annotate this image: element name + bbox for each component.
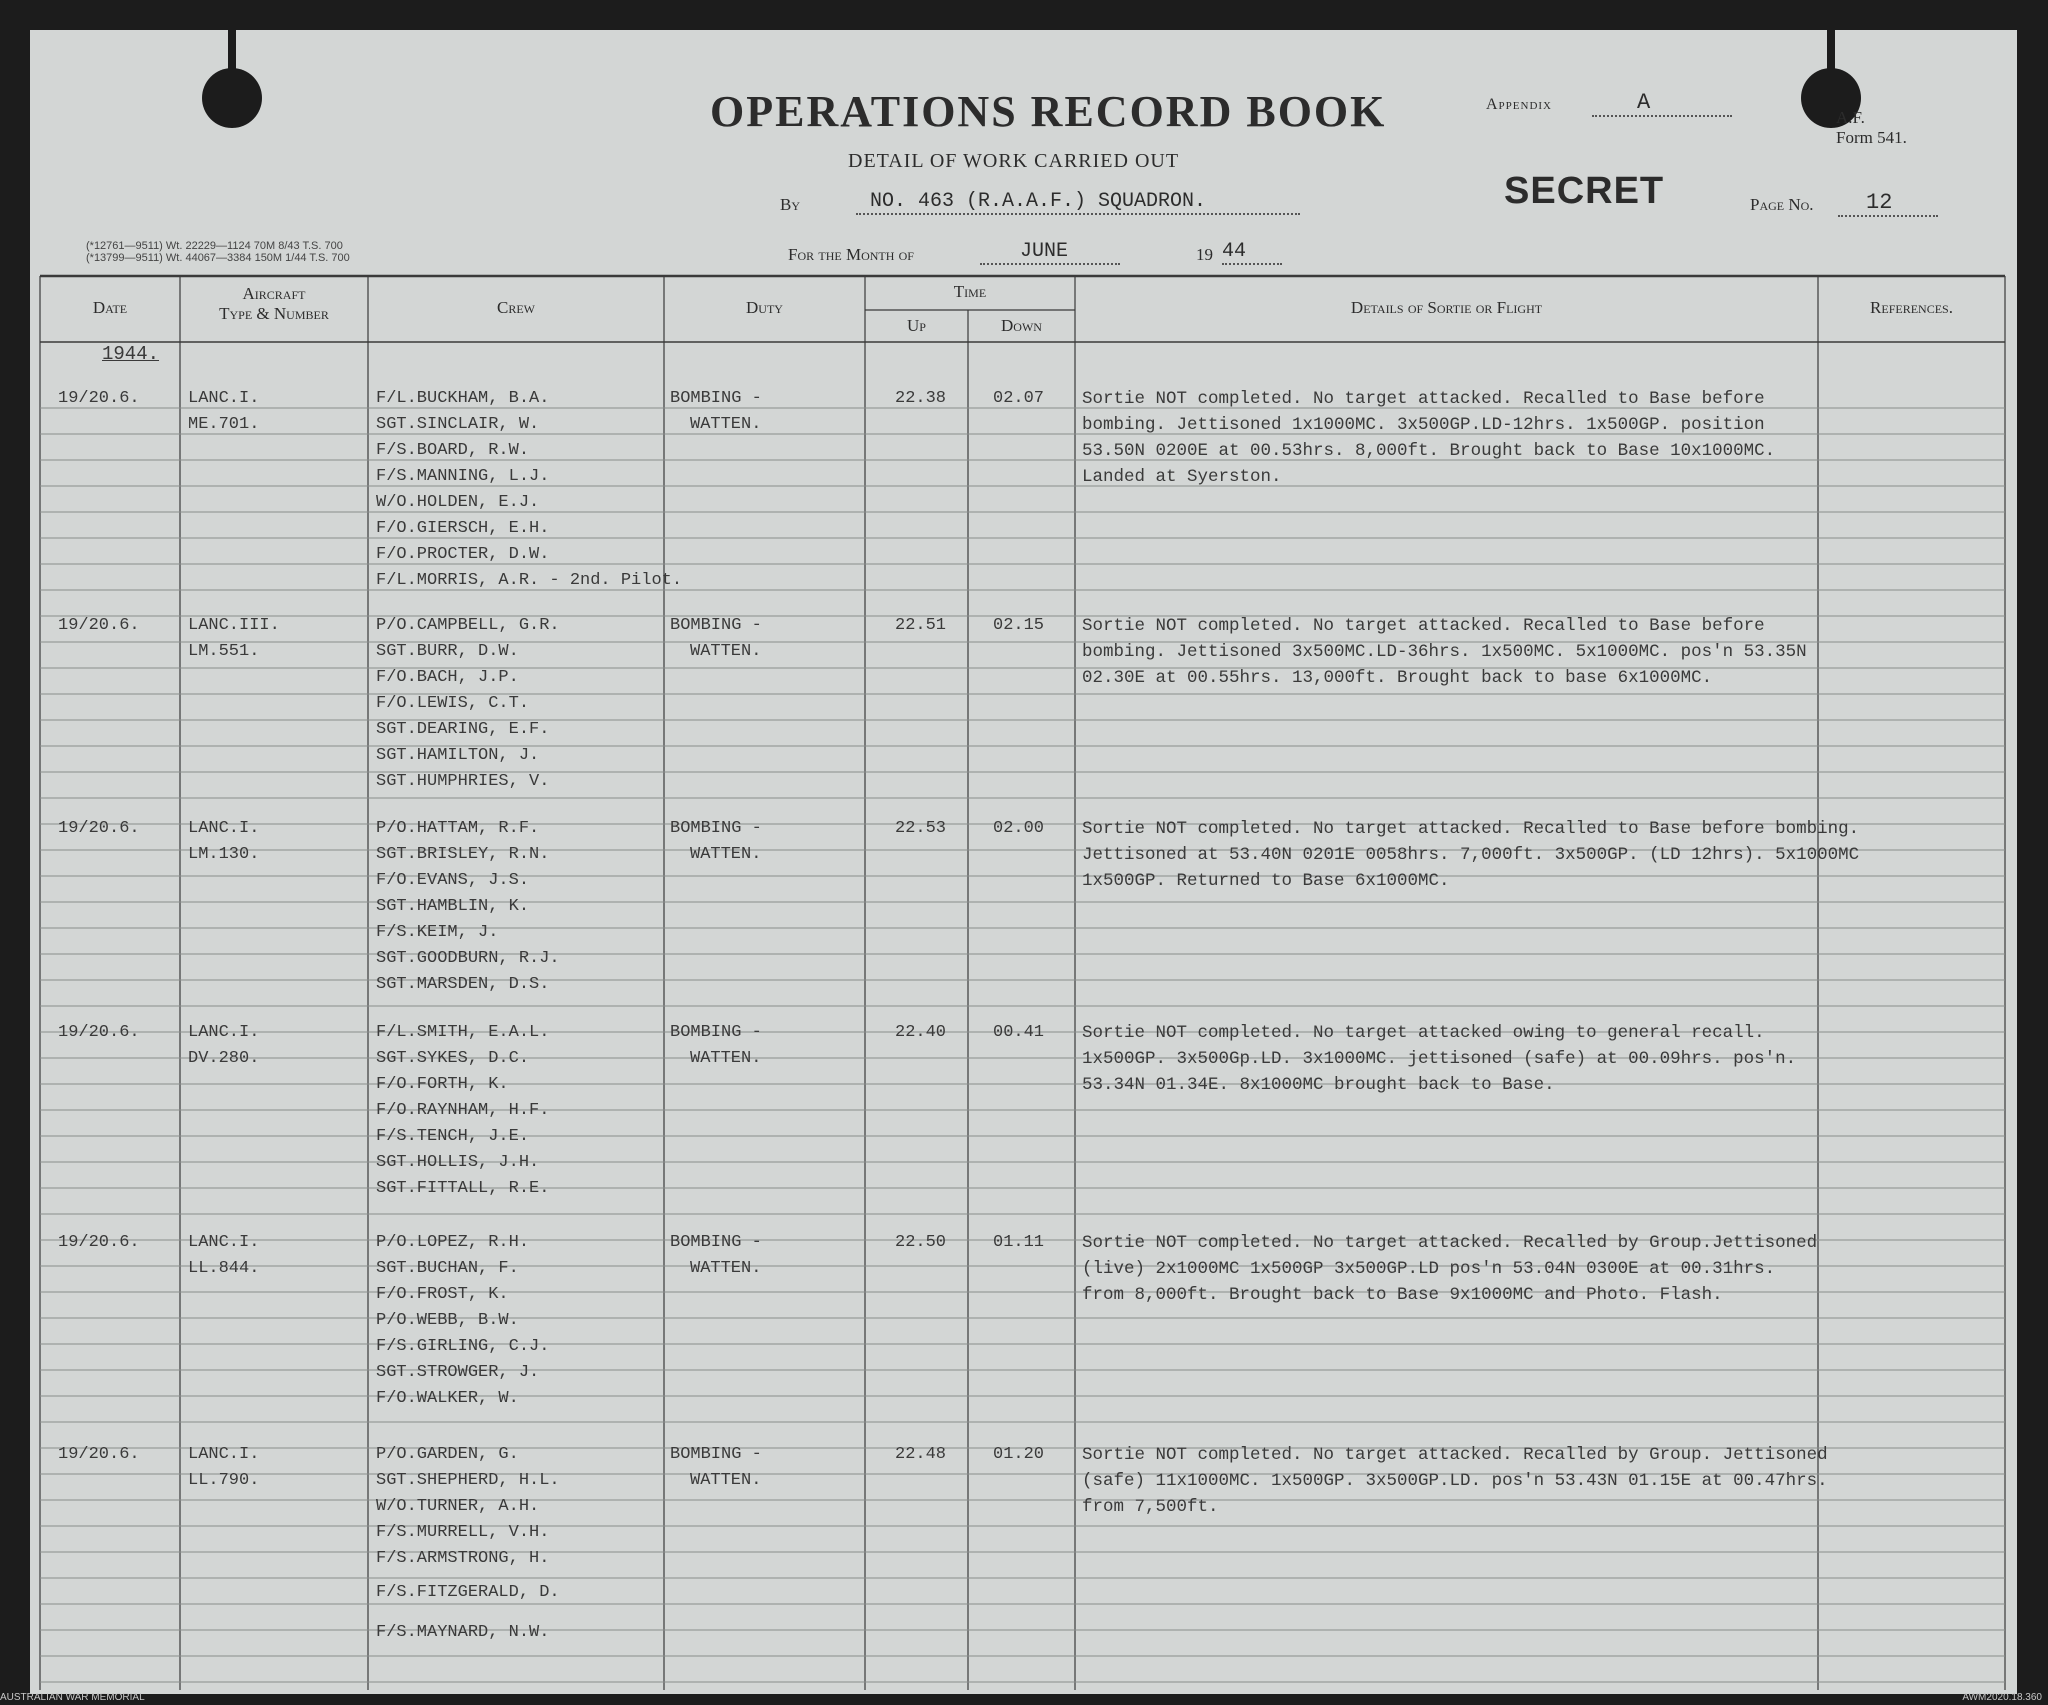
entry-date: 19/20.6. xyxy=(58,1233,140,1252)
details-line: from 8,000ft. Brought back to Base 9x1000MC and Photo. Flash. xyxy=(1082,1285,1723,1305)
crew-member: F/O.BACH, J.P. xyxy=(376,668,519,687)
month-label: For the Month of xyxy=(788,245,914,264)
column-header-crew: Crew xyxy=(497,298,535,317)
crew-member: P/O.WEBB, B.W. xyxy=(376,1311,519,1330)
time-down: 00.41 xyxy=(993,1023,1045,1042)
crew-member: F/O.PROCTER, D.W. xyxy=(376,545,550,564)
appendix-label: Appendix xyxy=(1486,96,1553,113)
duty-line: BOMBING - xyxy=(670,1023,762,1042)
squadron-field: NO. 463 (R.A.A.F.) SQUADRON. xyxy=(856,190,1300,215)
details-line: (live) 2x1000MC 1x500GP 3x500GP.LD pos'n 53.04N 0300E at 00.31hrs. xyxy=(1082,1259,1776,1279)
crew-member: F/O.EVANS, J.S. xyxy=(376,871,530,890)
details-line: Sortie NOT completed. No target attacked. Recalled to Base before bombing. xyxy=(1082,819,1860,839)
details-line: 02.30E at 00.55hrs. 13,000ft. Brought back to base 6x1000MC. xyxy=(1082,668,1713,688)
time-down: 02.00 xyxy=(993,819,1045,838)
details-line: Sortie NOT completed. No target attacked. Recalled to Base before xyxy=(1082,389,1765,409)
crew-member: F/O.WALKER, W. xyxy=(376,1389,519,1408)
column-header-references: References. xyxy=(1870,298,1953,317)
crew-member: SGT.BURR, D.W. xyxy=(376,642,519,661)
page-number-label: Page No. xyxy=(1750,195,1814,214)
crew-member: F/S.ARMSTRONG, H. xyxy=(376,1549,550,1568)
crew-member: SGT.BUCHAN, F. xyxy=(376,1259,519,1278)
details-line: Sortie NOT completed. No target attacked. Recalled by Group.Jettisoned xyxy=(1082,1233,1818,1253)
appendix-field: A xyxy=(1592,90,1732,117)
aircraft-type: LANC.III. xyxy=(188,616,280,635)
time-up: 22.53 xyxy=(895,819,947,838)
form-code-line2: Form 541. xyxy=(1836,128,1907,147)
time-down: 02.15 xyxy=(993,616,1045,635)
details-line: 1x500GP. 3x500Gp.LD. 3x1000MC. jettisoned (safe) at 00.09hrs. pos'n. xyxy=(1082,1049,1797,1069)
crew-member: SGT.BRISLEY, R.N. xyxy=(376,845,550,864)
crew-member: SGT.DEARING, E.F. xyxy=(376,720,550,739)
crew-member: W/O.HOLDEN, E.J. xyxy=(376,493,540,512)
crew-member: F/O.GIERSCH, E.H. xyxy=(376,519,550,538)
aircraft-type: LANC.I. xyxy=(188,389,260,408)
details-line: from 7,500ft. xyxy=(1082,1497,1219,1517)
time-up: 22.51 xyxy=(895,616,947,635)
form-code-line1: A.F. xyxy=(1836,108,1865,127)
crew-member: SGT.GOODBURN, R.J. xyxy=(376,949,560,968)
entry-date: 19/20.6. xyxy=(58,1023,140,1042)
duty-line: WATTEN. xyxy=(690,642,762,661)
aircraft-number: LM.130. xyxy=(188,845,260,864)
aircraft-number: LL.790. xyxy=(188,1471,260,1490)
crew-member: F/O.FORTH, K. xyxy=(376,1075,509,1094)
crew-member: SGT.SHEPHERD, H.L. xyxy=(376,1471,560,1490)
entry-date: 19/20.6. xyxy=(58,1445,140,1464)
details-line: Sortie NOT completed. No target attacked. Recalled by Group. Jettisoned xyxy=(1082,1445,1828,1465)
archive-reference: AWM2020.18.360 xyxy=(1962,1692,2042,1703)
aircraft-number: LM.551. xyxy=(188,642,260,661)
crew-member: P/O.CAMPBELL, G.R. xyxy=(376,616,560,635)
record-sheet xyxy=(30,30,2017,1694)
crew-member: SGT.FITTALL, R.E. xyxy=(376,1179,550,1198)
crew-member: F/S.MAYNARD, N.W. xyxy=(376,1623,550,1642)
duty-line: BOMBING - xyxy=(670,616,762,635)
crew-member: SGT.HAMBLIN, K. xyxy=(376,897,530,916)
time-up: 22.38 xyxy=(895,389,947,408)
crew-member: F/S.BOARD, R.W. xyxy=(376,441,530,460)
crew-member: F/S.FITZGERALD, D. xyxy=(376,1583,560,1602)
time-up: 22.40 xyxy=(895,1023,947,1042)
time-up: 22.50 xyxy=(895,1233,947,1252)
year-prefix: 19 xyxy=(1196,245,1213,264)
column-header-date: Date xyxy=(92,298,128,317)
entry-date: 19/20.6. xyxy=(58,389,140,408)
printer-code: (*12761—9511) Wt. 22229—1124 70M 8/43 T.S. 700 xyxy=(86,240,343,252)
time-down: 02.07 xyxy=(993,389,1045,408)
crew-member: SGT.STROWGER, J. xyxy=(376,1363,540,1382)
duty-line: BOMBING - xyxy=(670,1445,762,1464)
page-number-field: 12 xyxy=(1838,190,1938,217)
entry-date: 19/20.6. xyxy=(58,616,140,635)
duty-line: BOMBING - xyxy=(670,1233,762,1252)
aircraft-type: LANC.I. xyxy=(188,819,260,838)
duty-line: WATTEN. xyxy=(690,1471,762,1490)
printer-code: (*13799—9511) Wt. 44067—3384 150M 1/44 T.S. 700 xyxy=(86,252,350,264)
page-subtitle: DETAIL OF WORK CARRIED OUT xyxy=(848,150,1180,172)
crew-member: F/S.GIRLING, C.J. xyxy=(376,1337,550,1356)
column-header-time: Time xyxy=(953,282,987,301)
crew-member: F/L.BUCKHAM, B.A. xyxy=(376,389,550,408)
aircraft-type: LANC.I. xyxy=(188,1233,260,1252)
crew-member: F/S.KEIM, J. xyxy=(376,923,499,942)
crew-member: W/O.TURNER, A.H. xyxy=(376,1497,540,1516)
duty-line: BOMBING - xyxy=(670,389,762,408)
column-header-down: Down xyxy=(1001,316,1042,335)
time-down: 01.20 xyxy=(993,1445,1045,1464)
details-line: Jettisoned at 53.40N 0201E 0058hrs. 7,000ft. 3x500GP. (LD 12hrs). 5x1000MC xyxy=(1082,845,1860,865)
column-header-duty: Duty xyxy=(746,298,783,317)
classification-stamp: SECRET xyxy=(1504,170,1665,212)
time-up: 22.48 xyxy=(895,1445,947,1464)
aircraft-number: ME.701. xyxy=(188,415,260,434)
crew-member: F/O.FROST, K. xyxy=(376,1285,509,1304)
crew-member: P/O.GARDEN, G. xyxy=(376,1445,519,1464)
crew-member: F/S.TENCH, J.E. xyxy=(376,1127,530,1146)
crew-member: F/L.MORRIS, A.R. - 2nd. Pilot. xyxy=(376,571,683,590)
aircraft-type: LANC.I. xyxy=(188,1023,260,1042)
duty-line: WATTEN. xyxy=(690,845,762,864)
crew-member: SGT.HUMPHRIES, V. xyxy=(376,772,550,791)
duty-line: WATTEN. xyxy=(690,415,762,434)
details-line: bombing. Jettisoned 1x1000MC. 3x500GP.LD-12hrs. 1x500GP. position xyxy=(1082,415,1765,435)
crew-member: SGT.SYKES, D.C. xyxy=(376,1049,530,1068)
details-line: Sortie NOT completed. No target attacked. Recalled to Base before xyxy=(1082,616,1765,636)
archive-credit: AUSTRALIAN WAR MEMORIAL xyxy=(0,1692,145,1703)
crew-member: F/O.RAYNHAM, H.F. xyxy=(376,1101,550,1120)
column-header-details: Details of Sortie or Flight xyxy=(1350,298,1543,317)
aircraft-number: DV.280. xyxy=(188,1049,260,1068)
time-down: 01.11 xyxy=(993,1233,1045,1252)
duty-line: BOMBING - xyxy=(670,819,762,838)
page-title: OPERATIONS RECORD BOOK xyxy=(710,87,1387,136)
details-line: 53.50N 0200E at 00.53hrs. 8,000ft. Brought back to Base 10x1000MC. xyxy=(1082,441,1776,461)
by-label: By xyxy=(780,195,801,214)
crew-member: F/S.MURRELL, V.H. xyxy=(376,1523,550,1542)
column-header-up: Up xyxy=(907,316,926,335)
aircraft-number: LL.844. xyxy=(188,1259,260,1278)
crew-member: SGT.HOLLIS, J.H. xyxy=(376,1153,540,1172)
details-line: Sortie NOT completed. No target attacked owing to general recall. xyxy=(1082,1023,1765,1043)
month-field: JUNE xyxy=(980,240,1120,265)
crew-member: P/O.HATTAM, R.F. xyxy=(376,819,540,838)
crew-member: P/O.LOPEZ, R.H. xyxy=(376,1233,530,1252)
aircraft-type: LANC.I. xyxy=(188,1445,260,1464)
crew-member: F/O.LEWIS, C.T. xyxy=(376,694,530,713)
year-field: 44 xyxy=(1222,240,1282,265)
details-line: 1x500GP. Returned to Base 6x1000MC. xyxy=(1082,871,1450,891)
details-line: 53.34N 01.34E. 8x1000MC brought back to Base. xyxy=(1082,1075,1555,1095)
crew-member: SGT.HAMILTON, J. xyxy=(376,746,540,765)
duty-line: WATTEN. xyxy=(690,1259,762,1278)
crew-member: SGT.MARSDEN, D.S. xyxy=(376,975,550,994)
year-heading: 1944. xyxy=(102,343,160,365)
crew-member: F/L.SMITH, E.A.L. xyxy=(376,1023,550,1042)
crew-member: F/S.MANNING, L.J. xyxy=(376,467,550,486)
crew-member: SGT.SINCLAIR, W. xyxy=(376,415,540,434)
details-line: bombing. Jettisoned 3x500MC.LD-36hrs. 1x500MC. 5x1000MC. pos'n 53.35N xyxy=(1082,642,1807,662)
details-line: (safe) 11x1000MC. 1x500GP. 3x500GP.LD. pos'n 53.43N 01.15E at 00.47hrs. xyxy=(1082,1471,1828,1491)
duty-line: WATTEN. xyxy=(690,1049,762,1068)
entry-date: 19/20.6. xyxy=(58,819,140,838)
details-line: Landed at Syerston. xyxy=(1082,467,1282,487)
column-header-aircraft: Aircraft Type & Number xyxy=(219,284,329,323)
